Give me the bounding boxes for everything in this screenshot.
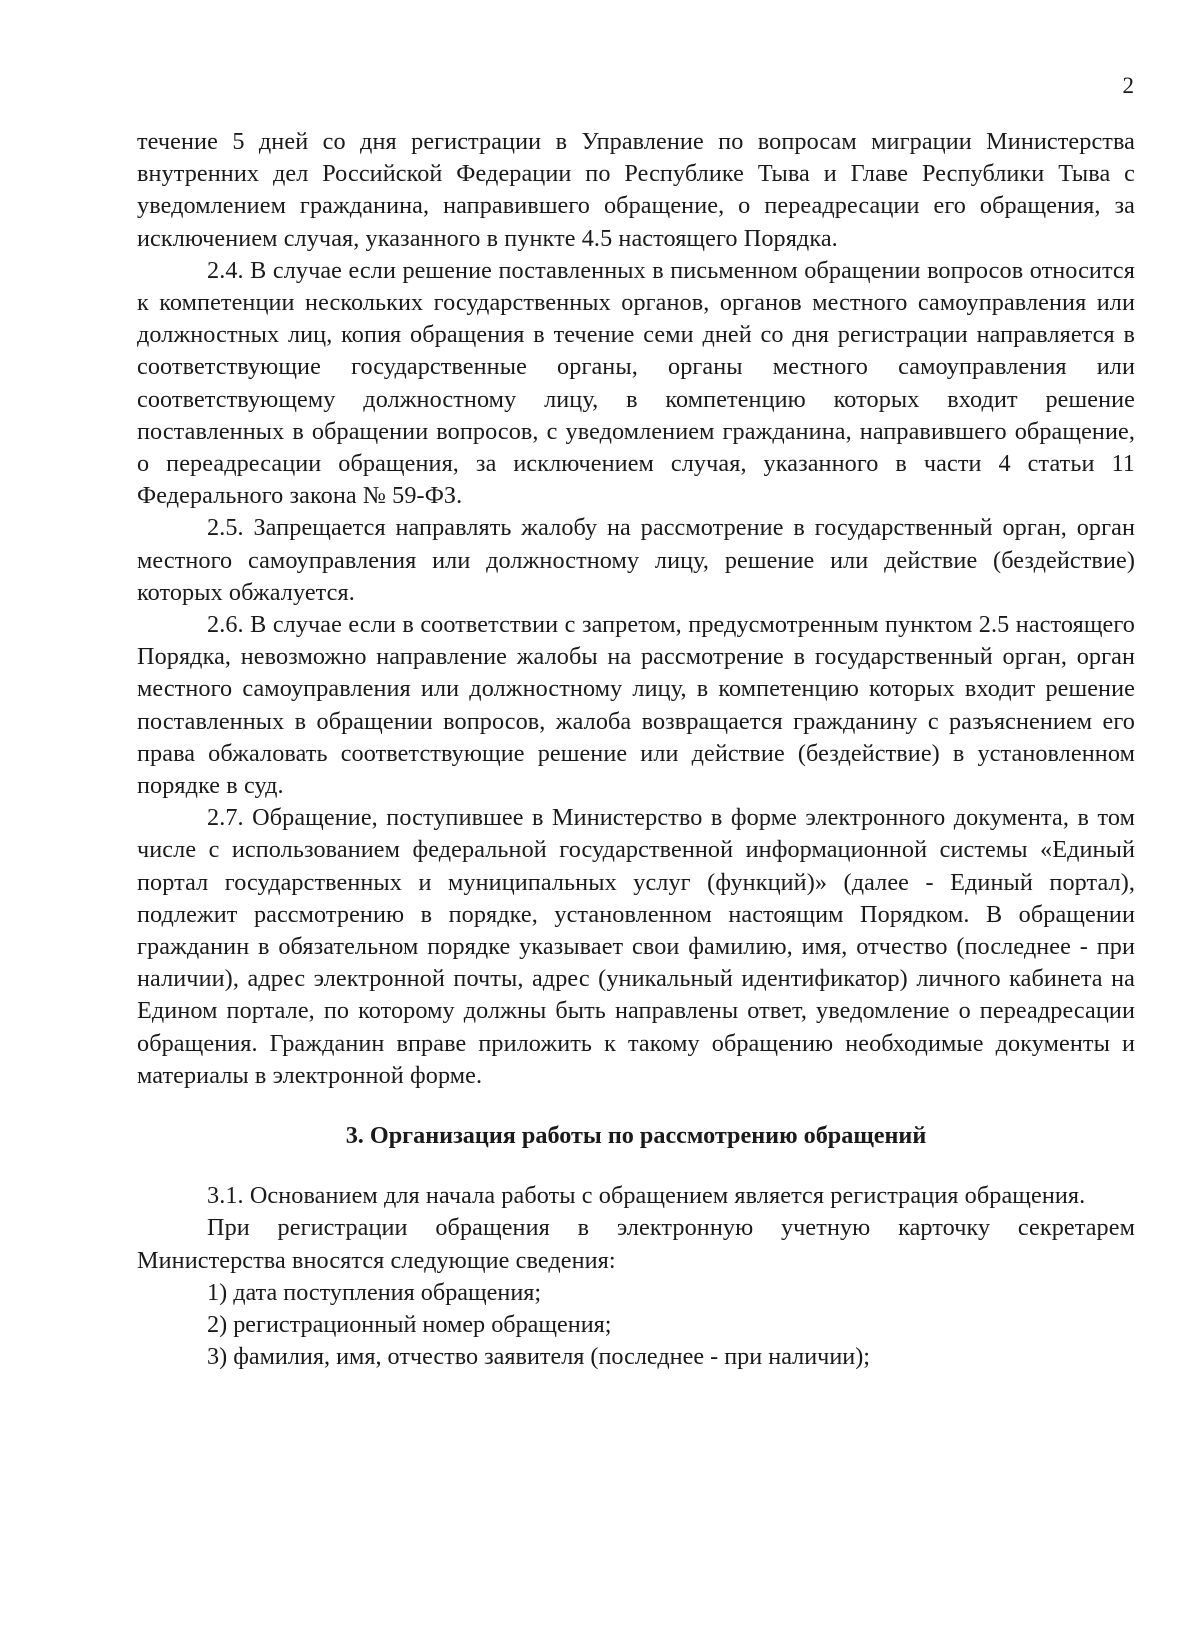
- page-number: 2: [1122, 73, 1134, 98]
- document-body: [137, 126, 1135, 1373]
- paragraph-2-5: 2.5. Запрещается направлять жалобу на рассмотрение в государственный орган, орган местного самоуправления или должностному лицу, решение или действие (бездействие) которых обжалуется.: [137, 514, 1135, 606]
- paragraph-registration: При регистрации обращения в электронную учетную карточку секретарем Министерства вносятся следующие сведения:: [137, 1214, 1135, 1274]
- paragraph-2-7: 2.7. Обращение, поступившее в Министерство в форме электронного документа, в том числе с использованием федеральной государственной информационной системы «Единый портал государственных и муниципальных услуг (функций)» (далее - Единый портал), подлежит рассмотрению в порядке, установленном настоящим Порядком. В обращении гражданин в обязательном порядке указывает свои фамилию, имя, отчество (последнее - при наличии), адрес электронной почты, адрес (уникальный идентификатор) личного кабинета на Едином портале, по которому должны быть направлены ответ, уведомление о переадресации обращения. Гражданин вправе приложить к такому обращению необходимые документы и материалы в электронной форме.: [137, 804, 1135, 1089]
- list-item: 1) дата поступления обращения;: [207, 1278, 542, 1306]
- paragraph-2-6: 2.6. В случае если в соответствии с запретом, предусмотренным пунктом 2.5 настоящего Порядка, невозможно направление жалобы на рассмотрение в государственный орган, орган местного самоуправления или должностному лицу, в компетенцию которых входит решение поставленных в обращении вопросов, жалоба возвращается гражданину с разъяснением его права обжаловать соответствующие решение или действие (бездействие) в установленном порядке в суд.: [137, 611, 1135, 800]
- list-item: 2) регистрационный номер обращения;: [207, 1310, 612, 1338]
- paragraph-2-4: 2.4. В случае если решение поставленных в письменном обращении вопросов относится к компетенции нескольких государственных органов, органов местного самоуправления или должностных лиц, копия обращения в течение семи дней со дня регистрации направляется в соответствующие государственные органы, органы местного самоуправления или соответствующему должностному лицу, в компетенцию которых входит решение поставленных в обращении вопросов, с уведомлением гражданина, направившего обращение, о переадресации обращения, за исключением случая, указанного в части 4 статьи 11 Федерального закона № 59-ФЗ.: [137, 256, 1135, 510]
- section-heading: 3. Организация работы по рассмотрению обращений: [345, 1122, 927, 1150]
- list-item: 3) фамилия, имя, отчество заявителя (последнее - при наличии);: [207, 1343, 870, 1371]
- paragraph-continuation: течение 5 дней со дня регистрации в Управление по вопросам миграции Министерства внутренних дел Российской Федерации по Республике Тыва и Главе Республики Тыва с уведомлением гражданина, направившего обращение, о переадресации его обращения, за исключением случая, указанного в пункте 4.5 настоящего Порядка.: [137, 128, 1135, 252]
- paragraph-3-1: 3.1. Основанием для начала работы с обращением является регистрация обращения.: [207, 1182, 1086, 1210]
